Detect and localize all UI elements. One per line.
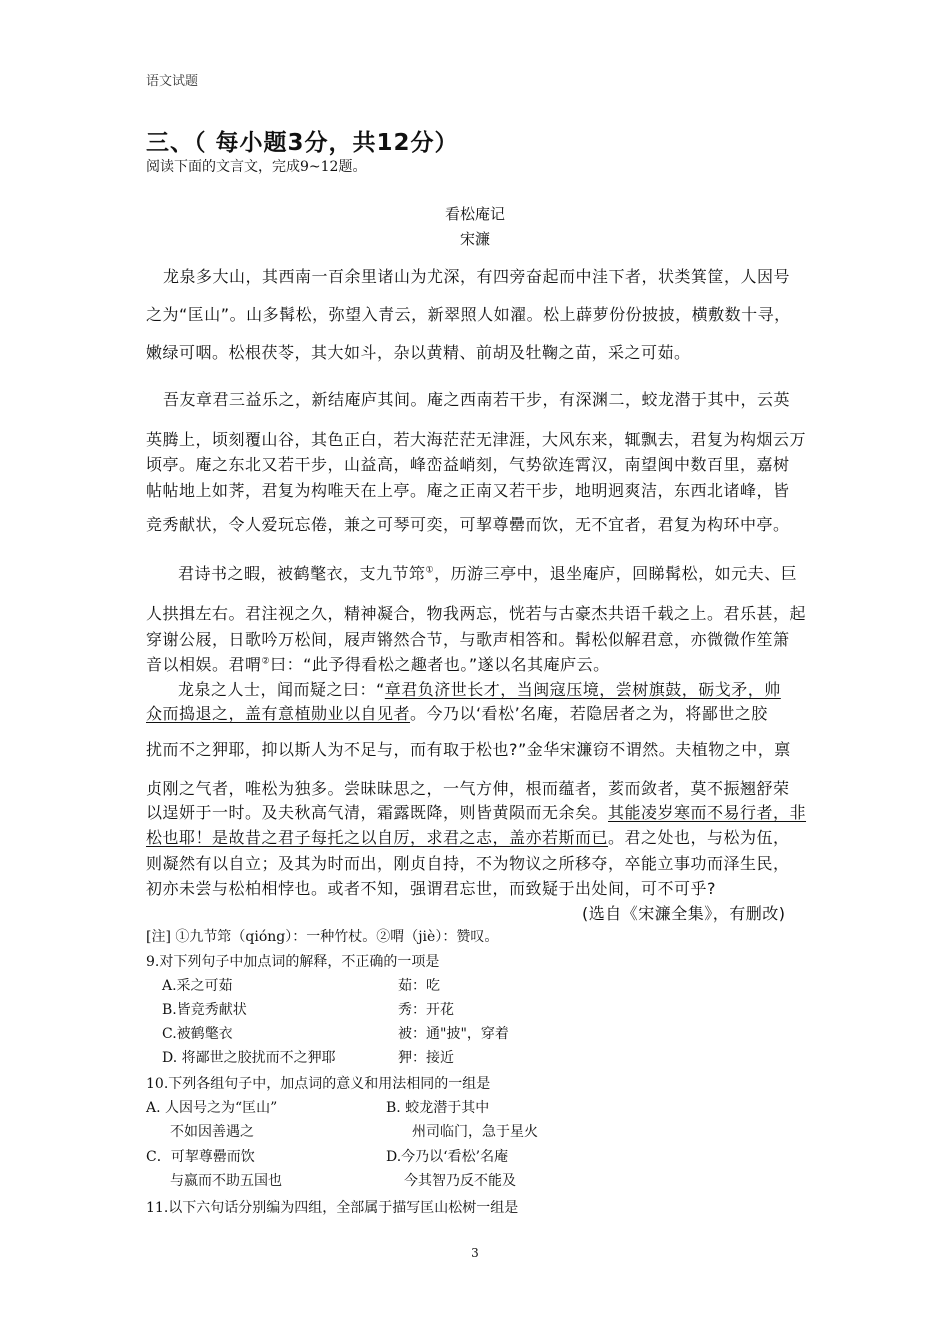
underlined-text: 章君负济世长才，当闽寇压境，尝树旗鼓，砺戈矛，帅 [384,680,781,699]
essay-line: 贞刚之气者，唯松为独多。尝昧昧思之，一气方伸，根而蕴者，荄而敛者，莫不振翘舒荣 [146,779,790,798]
question-10-option-a: A. 人因号之为“匡山” [146,1100,278,1116]
question-10-stem: 10.下列各组句子中，加点词的意义和用法相同的一组是 [146,1076,491,1092]
text-span: 龙泉之人士，闻而疑之曰：“ [178,680,385,699]
question-10-option-d-pair: 今其智乃反不能及 [404,1173,516,1189]
essay-line: 则凝然有以自立；及其为时而出，刚贞自持，不为物议之所移夺，卒能立事功而泽生民， [146,854,790,873]
essay-line [146,800,806,823]
question-10-option-b-pair: 州司临门，急于星火 [412,1124,538,1140]
text-span: 音以相娱。君喟 [146,655,262,674]
essay-line: 穿谢公屐，日歌吟万松间，屐声锵然合节，与歌声相答和。髯松似解君意，亦微微作笙箫 [146,630,790,649]
essay-line: 吾友章君三益乐之，新结庵庐其间。庵之西南若干步，有深渊二，蛟龙潜于其中，云英 [163,390,791,409]
text-span: 曰：“此予得看松之趣者也。”遂以名其庵庐云。 [270,655,610,674]
essay-line: 英腾上，顷刻覆山谷，其色正白，若大海茫茫无津涯，大风东来，辄飘去，君复为构烟云万 [146,430,807,449]
essay-line: 之为“匡山”。山多髯松，弥望入青云，新翠照人如濯。松上薜萝份份披披，横敷数十寻， [146,305,791,324]
text-span: 。今乃以‘看松’名庵，若隐居者之为，将鄙世之胶 [410,704,768,723]
question-9-gloss: 茹：吃 [398,978,440,994]
question-9-option: D. 将鄙世之胶扰而不之狎耶 [162,1050,336,1066]
footnote-mark: ② [261,656,271,667]
essay-line [146,825,790,848]
page-header: 语文试题 [146,74,199,89]
underlined-text: 松也耶！是故昔之君子每托之以自厉，求君之志，盖亦若斯而已 [146,828,609,847]
source-citation: (选自《宋濂全集》，有删改) [582,904,786,923]
question-9-option: B.皆竞秀献状 [162,1002,247,1018]
question-10-option-d: D.今乃以‘看松’名庵 [386,1149,509,1165]
question-9-gloss: 被：通"披"，穿着 [398,1026,509,1042]
question-10-option-c: C．可挈尊罍而饮 [146,1149,255,1165]
essay-line [178,677,781,700]
underlined-text: 众而捣退之，盖有意植勋业以自见者 [146,704,411,723]
essay-line: 扰而不之狎耶，抑以斯人为不足与，而有取于松也?”金华宋濂窃不谓然。夫植物之中，禀 [146,740,791,759]
question-9-gloss: 狎：接近 [398,1050,454,1066]
instruction: 阅读下面的文言文，完成9~12题。 [146,159,367,175]
section-title: 三、（ 每小题3分，共12分） [146,130,459,156]
essay-title: 看松庵记 [444,205,505,223]
essay-line: 帖帖地上如荠，君复为构唯天在上亭。庵之正南又若干步，地明迥爽洁，东西北诸峰，皆 [146,481,790,500]
footnote: [注] ①九节筇（qióng）：一种竹杖。②喟（jiè）：赞叹。 [146,929,499,945]
question-9-gloss: 秀：开花 [398,1002,454,1018]
underlined-text: 其能凌岁寒而不易行者，非 [608,803,807,822]
essay-line [146,701,768,724]
essay-line [178,561,797,584]
text-span: 。君之处也，与松为伍， [608,828,790,847]
essay-line [146,652,610,675]
page-number: 3 [471,1246,479,1260]
question-9-stem: 9.对下列句子中加点词的解释，不正确的一项是 [146,954,440,970]
text-span: 君诗书之暇，被鹤氅衣，支九节筇 [178,564,426,583]
question-10-option-a-pair: 不如因善遇之 [170,1124,254,1140]
question-10-option-b: B. 蛟龙潜于其中 [386,1100,490,1116]
question-11-stem: 11.以下六句话分别编为四组，全部属于描写匡山松树一组是 [146,1200,519,1216]
essay-line: 顷亭。庵之东北又若干步，山益高，峰峦益峭刻，气势欲连霄汉，南望闽中数百里，嘉树 [146,455,790,474]
essay-line: 初亦未尝与松柏相悖也。或者不知，强谓君忘世，而致疑于出处间，可不可乎? [146,879,716,898]
essay-line: 龙泉多大山，其西南一百余里诸山为尤深，有四旁奋起而中洼下者，状类箕筐，人因号 [163,267,791,286]
footnote-mark: ① [425,565,435,576]
essay-line: 嫩绿可咽。松根茯苓，其大如斗，杂以黄精、前胡及牡鞠之苗，采之可茹。 [146,343,691,362]
text-span: 以逞妍于一时。及夫秋高气清，霜露既降，则皆黄陨而无余矣。 [146,803,609,822]
question-10-option-c-pair: 与嬴而不助五国也 [170,1173,282,1189]
text-span: ，历游三亭中，退坐庵庐，回睇髯松，如元夫、巨 [434,564,798,583]
essay-line: 竞秀献状，令人爱玩忘倦，兼之可琴可奕，可挈尊罍而饮，无不宜者，君复为构环中亭。 [146,515,790,534]
question-9-option: C.被鹤氅衣 [162,1026,233,1042]
essay-line: 人拱揖左右。君注视之久，精神凝合，物我两忘，恍若与古豪杰共语千载之上。君乐甚，起 [146,604,807,623]
essay-author: 宋濂 [459,230,490,248]
question-9-option: A.采之可茹 [162,978,233,994]
